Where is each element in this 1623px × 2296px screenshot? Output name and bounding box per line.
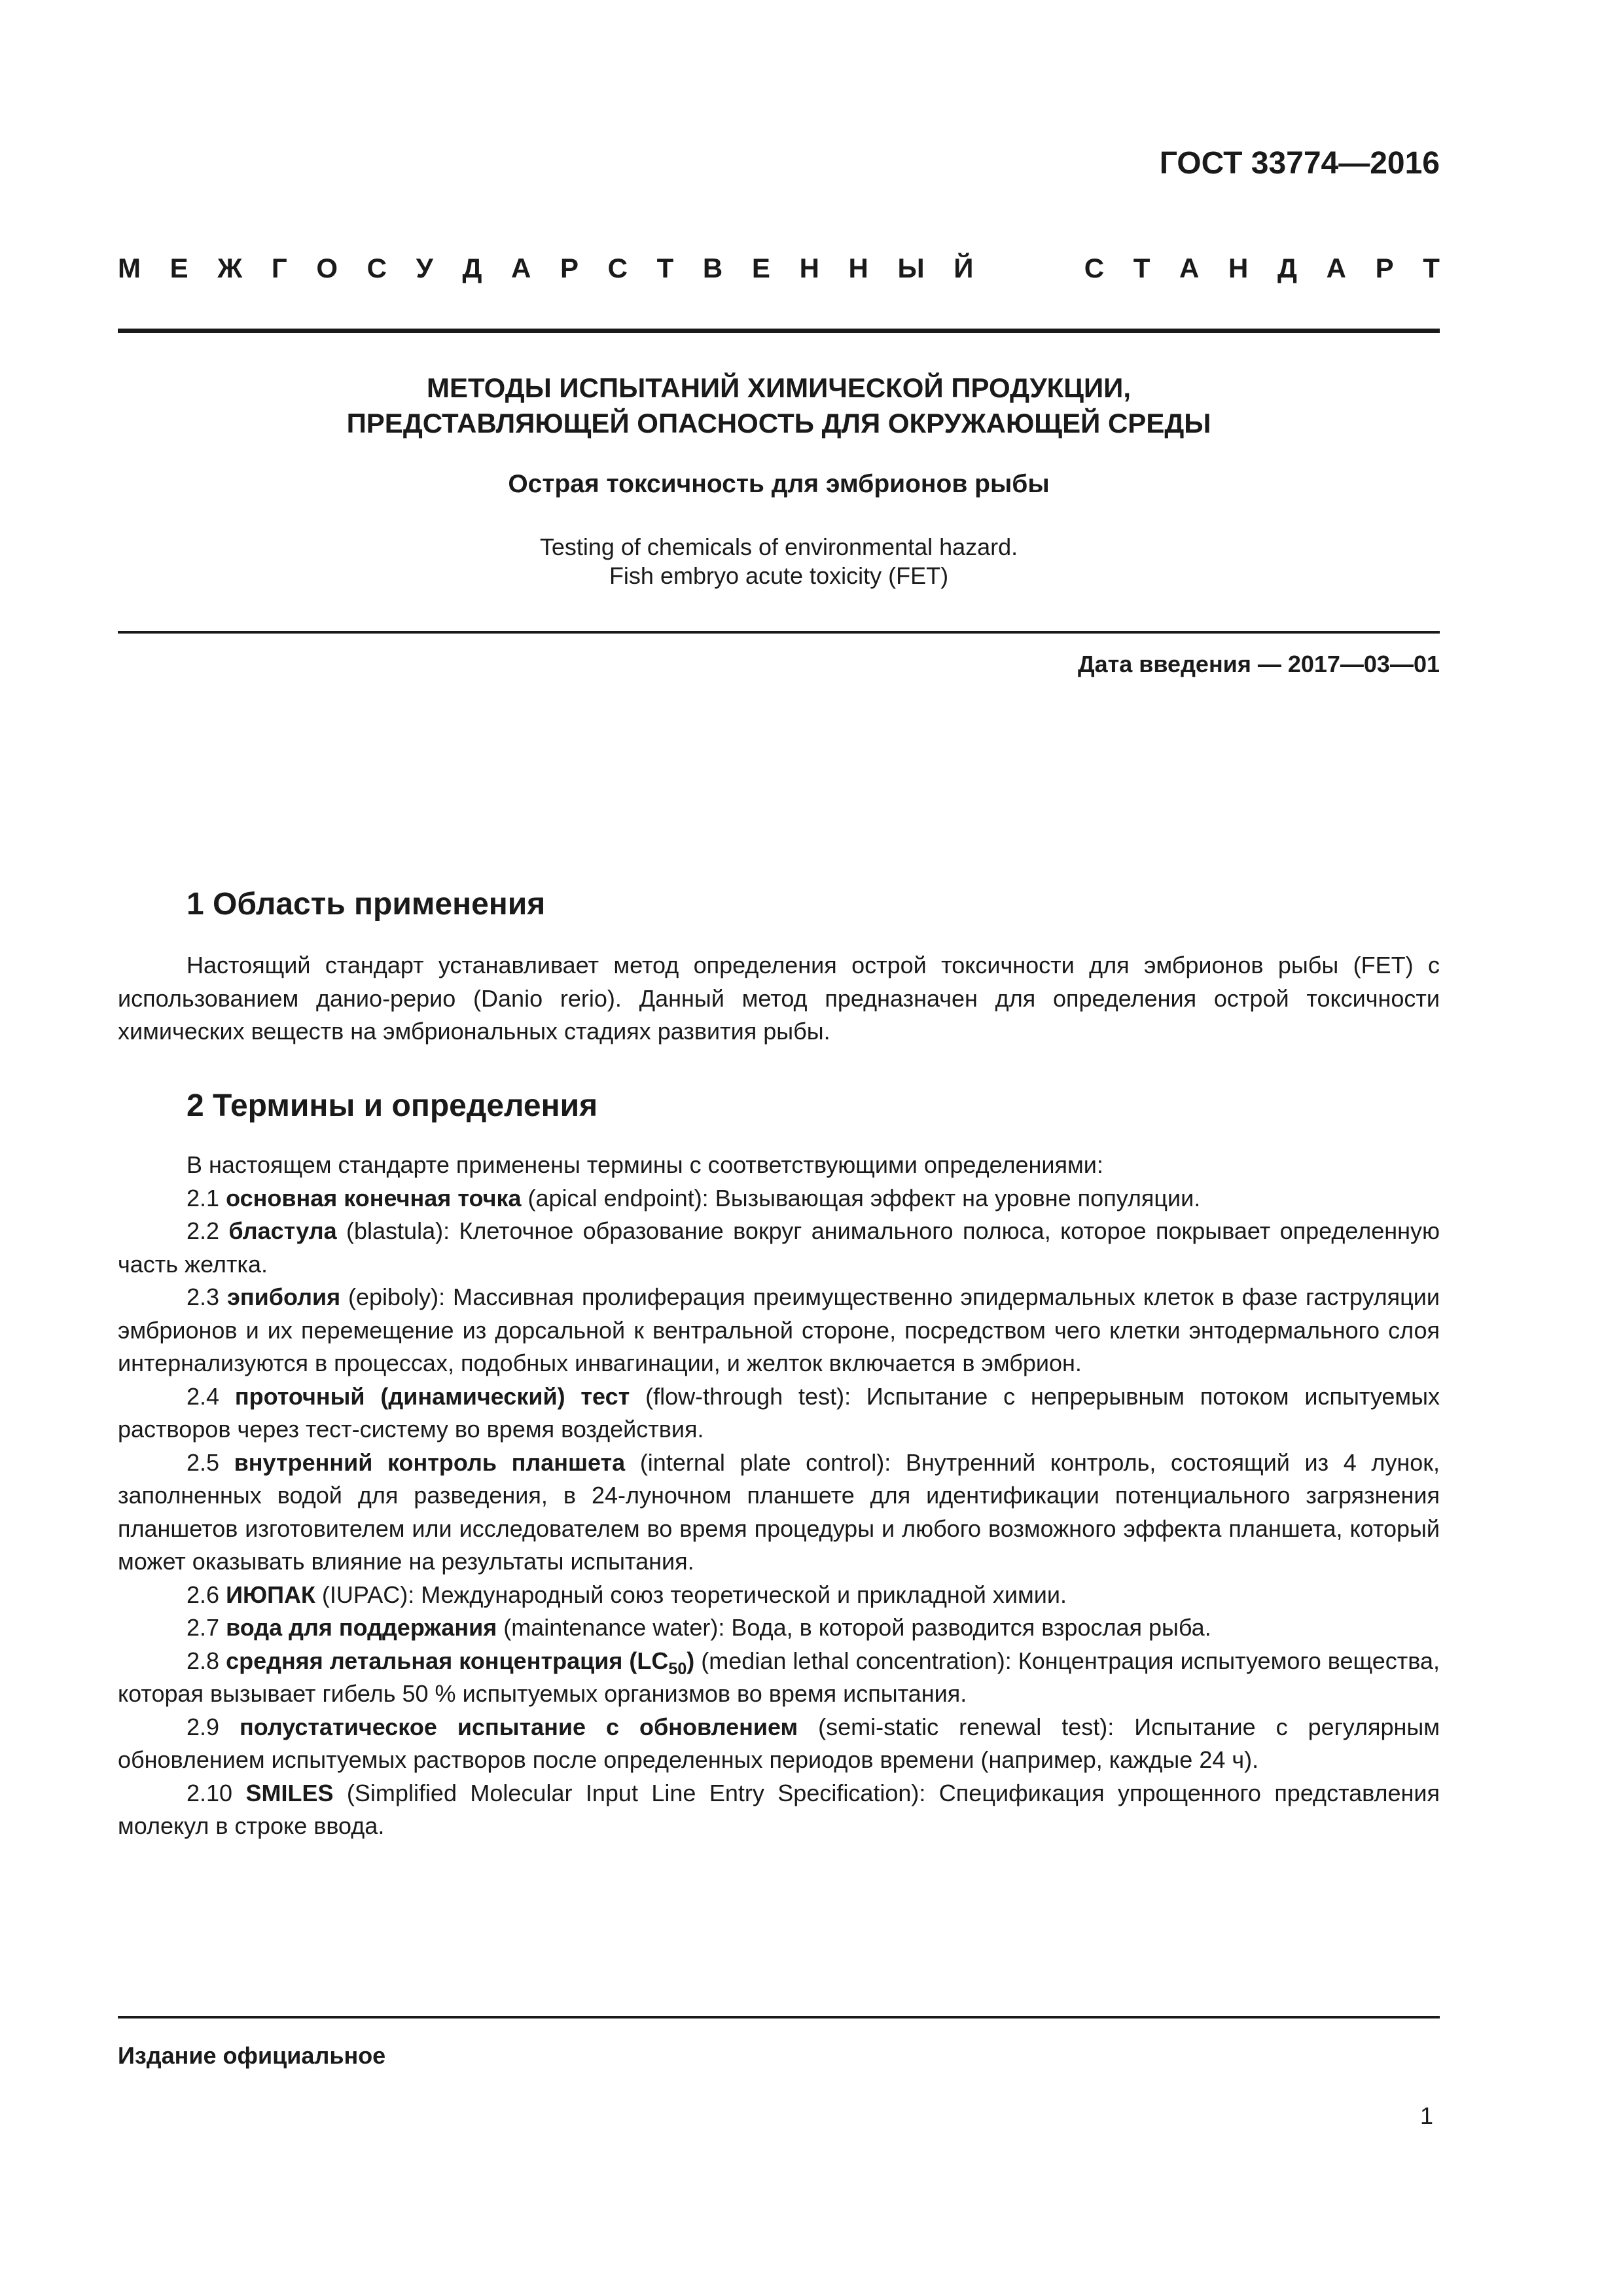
banner-letter: Г (271, 253, 287, 283)
term-definition (118, 1215, 1440, 1281)
term-definition-text: (apical endpoint): Вызывающая эффект на уровне популяции. (521, 1184, 1201, 1211)
term-name-text: эпиболия (226, 1283, 341, 1310)
banner-letter: С (1084, 253, 1105, 283)
banner-letter: С (366, 253, 387, 283)
banner-letter: М (118, 253, 141, 283)
standard-number: ГОСТ 33774—2016 (1159, 146, 1440, 181)
banner-letter: Т (656, 253, 674, 283)
banner-letter: С (607, 253, 628, 283)
term-name (227, 1283, 340, 1310)
term-number: 2.10 (187, 1779, 233, 1806)
term-definition (118, 1380, 1440, 1446)
term-definition-text: (blastula): Клеточное образование вокруг анимального полюса, которое покрывает определенную часть желтка. (118, 1217, 1440, 1278)
banner-letter: Н (1228, 253, 1249, 283)
term-name-text: ИЮПАК (226, 1581, 315, 1608)
term-definition (118, 1182, 1440, 1215)
term-definition-text: (IUPAC): Международный союз теоретической и прикладной химии. (315, 1581, 1067, 1608)
banner-letter: Д (1277, 253, 1297, 283)
term-number: 2.7 (187, 1614, 220, 1641)
term-number: 2.2 (187, 1217, 220, 1244)
term-number: 2.5 (187, 1448, 220, 1476)
term-name (246, 1780, 334, 1806)
term-definition (118, 1281, 1440, 1380)
section-2-body (118, 1149, 1440, 1843)
term-name-text: вода для поддержания (226, 1614, 497, 1641)
term-definition-text: (semi-static renewal test): Испытание с регулярным обновлением испытуемых растворов после определенных периодов времени (например, каждые 24 ч). (118, 1713, 1440, 1773)
term-name-text: бластула (228, 1217, 337, 1244)
term-definition-text: (internal plate control): Внутренний контроль, состоящий из 4 лунок, заполненных водой для разведения, в 24-луночном планшете для идентификации потенциального загрязнения планшетов изготовителем или исследователем во время процедуры и любого возможного эффекта планшета, который может оказывать влияние на результаты испытания. (118, 1448, 1440, 1575)
term-name (226, 1185, 521, 1211)
banner-letter: Ы (897, 253, 925, 283)
title-line-1: МЕТОДЫ ИСПЫТАНИЙ ХИМИЧЕСКОЙ ПРОДУКЦИИ, (426, 372, 1132, 403)
edition-label: Издание официальное (118, 2042, 386, 2069)
banner-letter: А (1179, 253, 1200, 283)
english-title (118, 533, 1440, 590)
term-name-end: ) (687, 1647, 695, 1674)
banner-letter: Р (560, 253, 579, 283)
term-name (226, 1647, 695, 1678)
term-name-text: проточный (динамический) тест (234, 1382, 630, 1410)
term-definition-text: (flow-through test): Испытание с непрерывным потоком испытуемых растворов через тест-систему во время воздействия. (118, 1382, 1440, 1443)
term-number: 2.1 (187, 1184, 220, 1211)
term-name-text: внутренний контроль планшета (234, 1448, 626, 1476)
banner-letter: Е (169, 253, 188, 283)
term-name (226, 1614, 497, 1641)
term-definition-text: (median lethal concentration): Концентрация испытуемого вещества, которая вызывает гибель 50 % испытуемых организмов во время испытания. (118, 1647, 1440, 1707)
banner-letter: Й (954, 253, 974, 283)
banner-letter: Н (848, 253, 868, 283)
title-rule (118, 631, 1440, 634)
english-title-line-2: Fish embryo acute toxicity (FET) (609, 562, 949, 589)
banner-letter: Т (1133, 253, 1150, 283)
banner-letter: Р (1375, 253, 1394, 283)
interstate-standard-banner (118, 249, 1440, 288)
header-rule (118, 329, 1440, 333)
term-name-text: SMILES (245, 1779, 334, 1806)
term-definition (118, 1777, 1440, 1843)
section-2-heading: 2 Термины и определения (187, 1088, 598, 1123)
term-definition-text: (epiboly): Массивная пролиферация преимущественно эпидермальных клеток в фазе гаструляции эмбрионов и их перемещение из дорсальной к вентральной стороне, посредством чего клетки энтодермального слоя интернализуются в процессах, подобных инвагинации, и желток включается в эмбрион. (118, 1283, 1440, 1376)
term-name (240, 1713, 798, 1740)
section-1-body (118, 949, 1440, 1049)
term-definition (118, 1645, 1440, 1711)
footer-rule (118, 2016, 1440, 2018)
term-number: 2.6 (187, 1581, 220, 1608)
term-number: 2.4 (187, 1382, 220, 1410)
document-title (118, 370, 1440, 441)
term-definition-text: (Simplified Molecular Input Line Entry Specification): Спецификация упрощенного представления молекул в строке ввода. (118, 1779, 1440, 1839)
page-number: 1 (1419, 2102, 1433, 2129)
term-subscript: 50 (668, 1659, 687, 1678)
term-name-text: средняя летальная концентрация (LC (226, 1647, 669, 1674)
section-2-intro: В настоящем стандарте применены термины с соответствующими определениями: (187, 1151, 1103, 1178)
banner-letter: Е (751, 253, 770, 283)
term-number: 2.9 (187, 1713, 220, 1740)
english-title-line-1: Testing of chemicals of environmental hazard. (539, 533, 1018, 560)
term-name-text: полустатическое испытание с обновлением (240, 1713, 798, 1740)
banner-letter: Ж (217, 253, 243, 283)
term-number: 2.8 (187, 1647, 220, 1674)
banner-letter: В (702, 253, 723, 283)
banner-letter: У (416, 253, 433, 283)
banner-letter: А (1326, 253, 1346, 283)
term-name (226, 1581, 315, 1608)
term-definition (118, 1446, 1440, 1579)
document-subtitle: Острая токсичность для эмбрионов рыбы (508, 470, 1050, 498)
banner-letter: А (511, 253, 531, 283)
term-definition (118, 1611, 1440, 1645)
term-name (234, 1449, 626, 1476)
term-definition (118, 1711, 1440, 1777)
title-line-2: ПРЕДСТАВЛЯЮЩЕЙ ОПАСНОСТЬ ДЛЯ ОКРУЖАЮЩЕЙ СРЕДЫ (346, 408, 1211, 439)
banner-letter: Н (799, 253, 819, 283)
term-number: 2.3 (187, 1283, 220, 1310)
term-name-text: основная конечная точка (226, 1184, 522, 1211)
banner-letter: О (316, 253, 338, 283)
term-definition-text: (maintenance water): Вода, в которой разводится взрослая рыба. (497, 1614, 1211, 1641)
section-1-paragraph: Настоящий стандарт устанавливает метод определения острой токсичности для эмбрионов рыбы (FET) с использованием данио-рерио (Danio rerio). Данный метод предназначен для определения острой токсичности химических веществ на эмбриональных стадиях развития рыбы. (118, 952, 1440, 1045)
banner-letter: Д (462, 253, 482, 283)
term-name (228, 1217, 336, 1244)
term-definition (118, 1579, 1440, 1612)
banner-letter: Т (1423, 253, 1440, 283)
term-name (235, 1383, 630, 1410)
section-1-heading: 1 Область применения (187, 887, 546, 922)
introduction-date: Дата введения — 2017—03—01 (1077, 651, 1440, 677)
